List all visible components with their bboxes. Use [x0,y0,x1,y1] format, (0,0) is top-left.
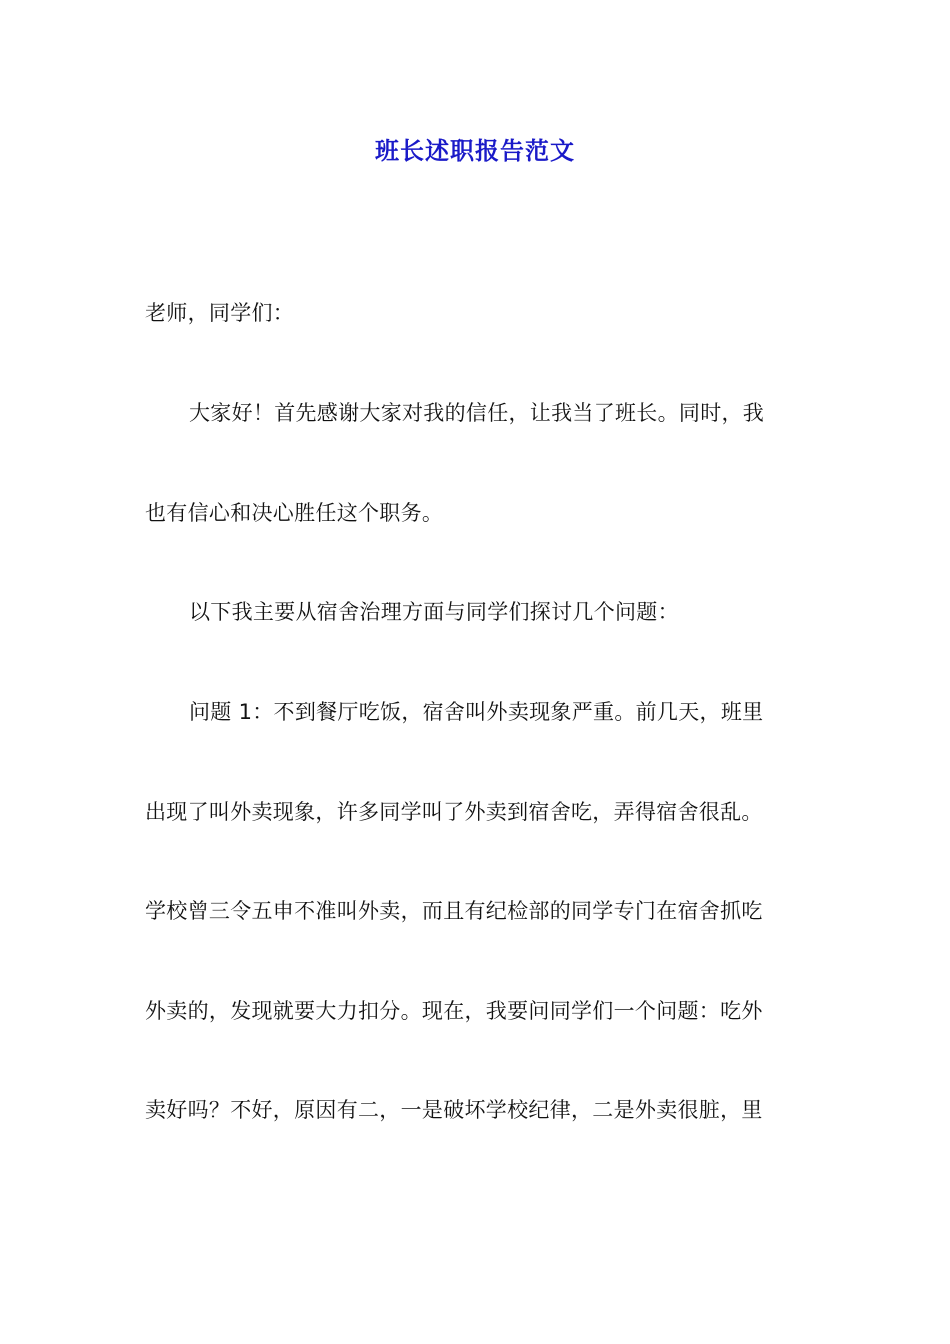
paragraph-line: 问题 1：不到餐厅吃饭，宿舍叫外卖现象严重。前几天，班里 [189,700,764,724]
salutation-line: 老师，同学们： [145,301,295,325]
paragraph-line: 以下我主要从宿舍治理方面与同学们探讨几个问题： [189,600,679,624]
paragraph-line: 学校曾三令五申不准叫外卖，而且有纪检部的同学专门在宿舍抓吃 [145,899,763,923]
paragraph-line: 出现了叫外卖现象，许多同学叫了外卖到宿舍吃，弄得宿舍很乱。 [145,800,763,824]
document-title: 班长述职报告范文 [375,137,575,165]
paragraph-line: 卖好吗？不好，原因有二，一是破坏学校纪律，二是外卖很脏，里 [145,1098,763,1122]
paragraph-line: 也有信心和决心胜任这个职务。 [145,501,444,525]
paragraph-line: 大家好！首先感谢大家对我的信任，让我当了班长。同时，我 [189,401,765,425]
paragraph-line: 外卖的，发现就要大力扣分。现在，我要问同学们一个问题：吃外 [145,999,763,1023]
